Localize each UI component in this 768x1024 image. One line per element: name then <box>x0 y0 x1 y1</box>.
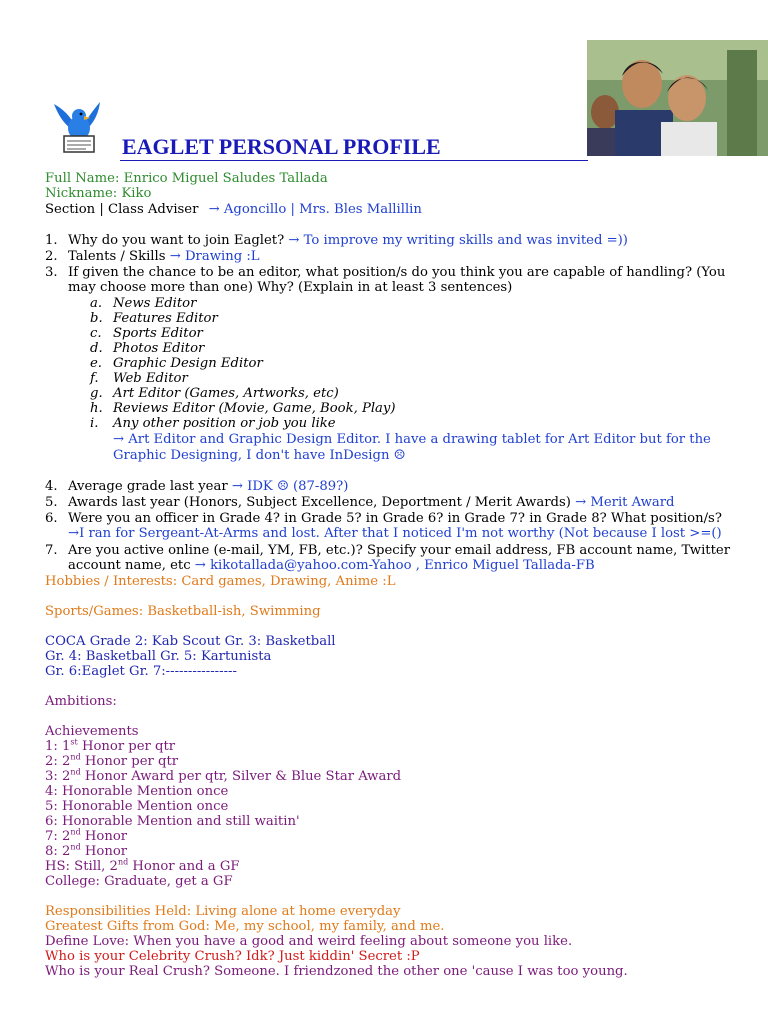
question-text: Awards last year (Honors, Subject Excellence, Deportment / Merit Awards) <box>68 495 571 510</box>
question-text: account name, etc <box>68 558 191 573</box>
nickname-value: Kiko <box>121 186 152 201</box>
question-3: If given the chance to be an editor, what position/s do you think you are capable of handling? (You <box>68 265 726 280</box>
achievement-item <box>45 769 401 784</box>
real-crush-line: Who is your Real Crush? Someone. I friendzoned the other one 'cause I was too young. <box>45 964 628 979</box>
achievement-item <box>45 859 240 874</box>
coca-line: Gr. 4: Basketball Gr. 5: Kartunista <box>45 649 272 664</box>
arrow-icon: → <box>208 202 220 217</box>
answer-text: kikotallada@yahoo.com-Yahoo , Enrico Miguel Tallada-FB <box>210 558 595 573</box>
arrow-icon: → <box>231 479 243 494</box>
achievement-item <box>45 754 178 769</box>
arrow-icon: → <box>68 526 80 541</box>
nickname-label: Nickname: <box>45 186 118 201</box>
option-label: Graphic Design Editor <box>113 356 263 371</box>
achievement-item <box>45 799 228 814</box>
editor-answer-cont: Graphic Designing, I don't have InDesign ☹ <box>113 448 406 463</box>
nickname-line <box>45 186 151 201</box>
full-name-label: Full Name: <box>45 171 120 186</box>
achievement-text: Honor Award per qtr, Silver & Blue Star Award <box>80 769 402 784</box>
question-7: Are you active online (e-mail, YM, FB, etc.)? Specify your email address, FB account name, Twitter <box>68 543 730 558</box>
achievement-item <box>45 784 228 799</box>
achievement-text: HS: Still, 2 <box>45 859 118 874</box>
achievements-title: Achievements <box>45 724 139 739</box>
love-line: Define Love: When you have a good and weird feeling about someone you like. <box>45 934 573 949</box>
section-value: Agoncillo | Mrs. Bles Mallillin <box>223 202 422 217</box>
editor-answer: → Art Editor and Graphic Design Editor. I have a drawing tablet for Art Editor but for the <box>113 432 711 447</box>
option-label: Any other position or job you like <box>113 416 336 431</box>
achievement-item <box>45 829 127 844</box>
achievement-item <box>45 844 127 859</box>
arrow-icon: → <box>169 249 181 264</box>
achievement-text: Honor <box>80 829 128 844</box>
question-text: Average grade last year <box>68 479 228 494</box>
question-text: Talents / Skills <box>68 249 166 264</box>
eaglet-logo <box>50 98 108 156</box>
answer-text: Drawing :L <box>184 249 260 264</box>
arrow-icon: → <box>288 233 300 248</box>
option-label: Reviews Editor (Movie, Game, Book, Play) <box>113 401 396 416</box>
option-label: News Editor <box>113 296 197 311</box>
question-5 <box>68 495 675 510</box>
coca-line: COCA Grade 2: Kab Scout Gr. 3: Basketball <box>45 634 336 649</box>
ordinal-suffix: nd <box>117 857 129 867</box>
option-letter: d. <box>90 341 103 356</box>
achievement-text: 3: 2 <box>45 769 71 784</box>
question-4 <box>68 479 348 494</box>
profile-photo <box>587 40 768 156</box>
achievement-text: 1: 1 <box>45 739 71 754</box>
ordinal-suffix: st <box>70 737 78 747</box>
question-6: Were you an officer in Grade 4? in Grade 5? in Grade 6? in Grade 7? in Grade 8? What position/s? <box>68 511 722 526</box>
question-number: 1. <box>45 233 58 248</box>
ordinal-suffix: nd <box>70 842 81 852</box>
question-number: 7. <box>45 543 58 558</box>
celebrity-crush-line: Who is your Celebrity Crush? Idk? Just kiddin' Secret :P <box>45 949 420 964</box>
option-label: Features Editor <box>113 311 218 326</box>
coca-line: Gr. 6:Eaglet Gr. 7:---------------- <box>45 664 237 679</box>
achievement-text: 7: 2 <box>45 829 71 844</box>
option-label: Sports Editor <box>113 326 203 341</box>
question-2 <box>68 249 260 264</box>
achievement-text: 4: Honorable Mention once <box>45 784 229 799</box>
option-letter: b. <box>90 311 103 326</box>
option-label: Art Editor (Games, Artworks, etc) <box>113 386 339 401</box>
option-letter: f. <box>90 371 99 386</box>
option-label: Web Editor <box>113 371 188 386</box>
option-label: Photos Editor <box>113 341 205 356</box>
option-letter: g. <box>90 386 103 401</box>
achievement-item <box>45 874 233 889</box>
responsibilities-line: Responsibilities Held: Living alone at home everyday <box>45 904 401 919</box>
option-letter: e. <box>90 356 102 371</box>
page-title: EAGLET PERSONAL PROFILE <box>120 134 588 161</box>
ordinal-suffix: nd <box>70 827 81 837</box>
question-3-cont: may choose more than one) Why? (Explain in at least 3 sentences) <box>68 280 513 295</box>
ordinal-suffix: nd <box>70 767 81 777</box>
hobbies-line: Hobbies / Interests: Card games, Drawing, Anime :L <box>45 574 396 589</box>
achievement-item <box>45 739 175 754</box>
achievement-text: Honor <box>80 844 128 859</box>
answer-text: To improve my writing skills and was invited =)) <box>303 233 628 248</box>
question-7-cont <box>68 558 595 573</box>
gifts-line: Greatest Gifts from God: Me, my school, my family, and me. <box>45 919 445 934</box>
achievement-text: Honor per qtr <box>80 754 179 769</box>
answer-text: IDK ☹ (87-89?) <box>247 479 349 494</box>
achievement-text: Honor per qtr <box>77 739 176 754</box>
achievement-text: 6: Honorable Mention and still waitin' <box>45 814 300 829</box>
achievement-text: 5: Honorable Mention once <box>45 799 229 814</box>
option-letter: c. <box>90 326 102 341</box>
full-name-line <box>45 171 328 186</box>
ambitions-label: Ambitions: <box>45 694 117 709</box>
question-1 <box>68 233 628 248</box>
section-label: Section | Class Adviser <box>45 202 199 217</box>
answer-text: Merit Award <box>590 495 675 510</box>
arrow-icon: → <box>575 495 587 510</box>
option-letter: a. <box>90 296 103 311</box>
full-name-value: Enrico Miguel Saludes Tallada <box>123 171 328 186</box>
question-number: 2. <box>45 249 58 264</box>
question-text: Why do you want to join Eaglet? <box>68 233 285 248</box>
ordinal-suffix: nd <box>70 752 81 762</box>
achievement-item <box>45 814 300 829</box>
sports-line: Sports/Games: Basketball-ish, Swimming <box>45 604 321 619</box>
achievement-text: Honor and a GF <box>128 859 240 874</box>
achievement-text: 8: 2 <box>45 844 71 859</box>
question-number: 4. <box>45 479 58 494</box>
answer-text: I ran for Sergeant-At-Arms and lost. After that I noticed I'm not worthy (Not because I lost >=() <box>79 526 722 541</box>
option-letter: i. <box>90 416 99 431</box>
question-6-answer <box>68 526 722 541</box>
section-line <box>45 202 422 217</box>
achievement-text: 2: 2 <box>45 754 71 769</box>
question-number: 6. <box>45 511 58 526</box>
question-number: 5. <box>45 495 58 510</box>
achievement-text: College: Graduate, get a GF <box>45 874 233 889</box>
question-number: 3. <box>45 265 58 280</box>
arrow-icon: → <box>194 558 206 573</box>
option-letter: h. <box>90 401 103 416</box>
